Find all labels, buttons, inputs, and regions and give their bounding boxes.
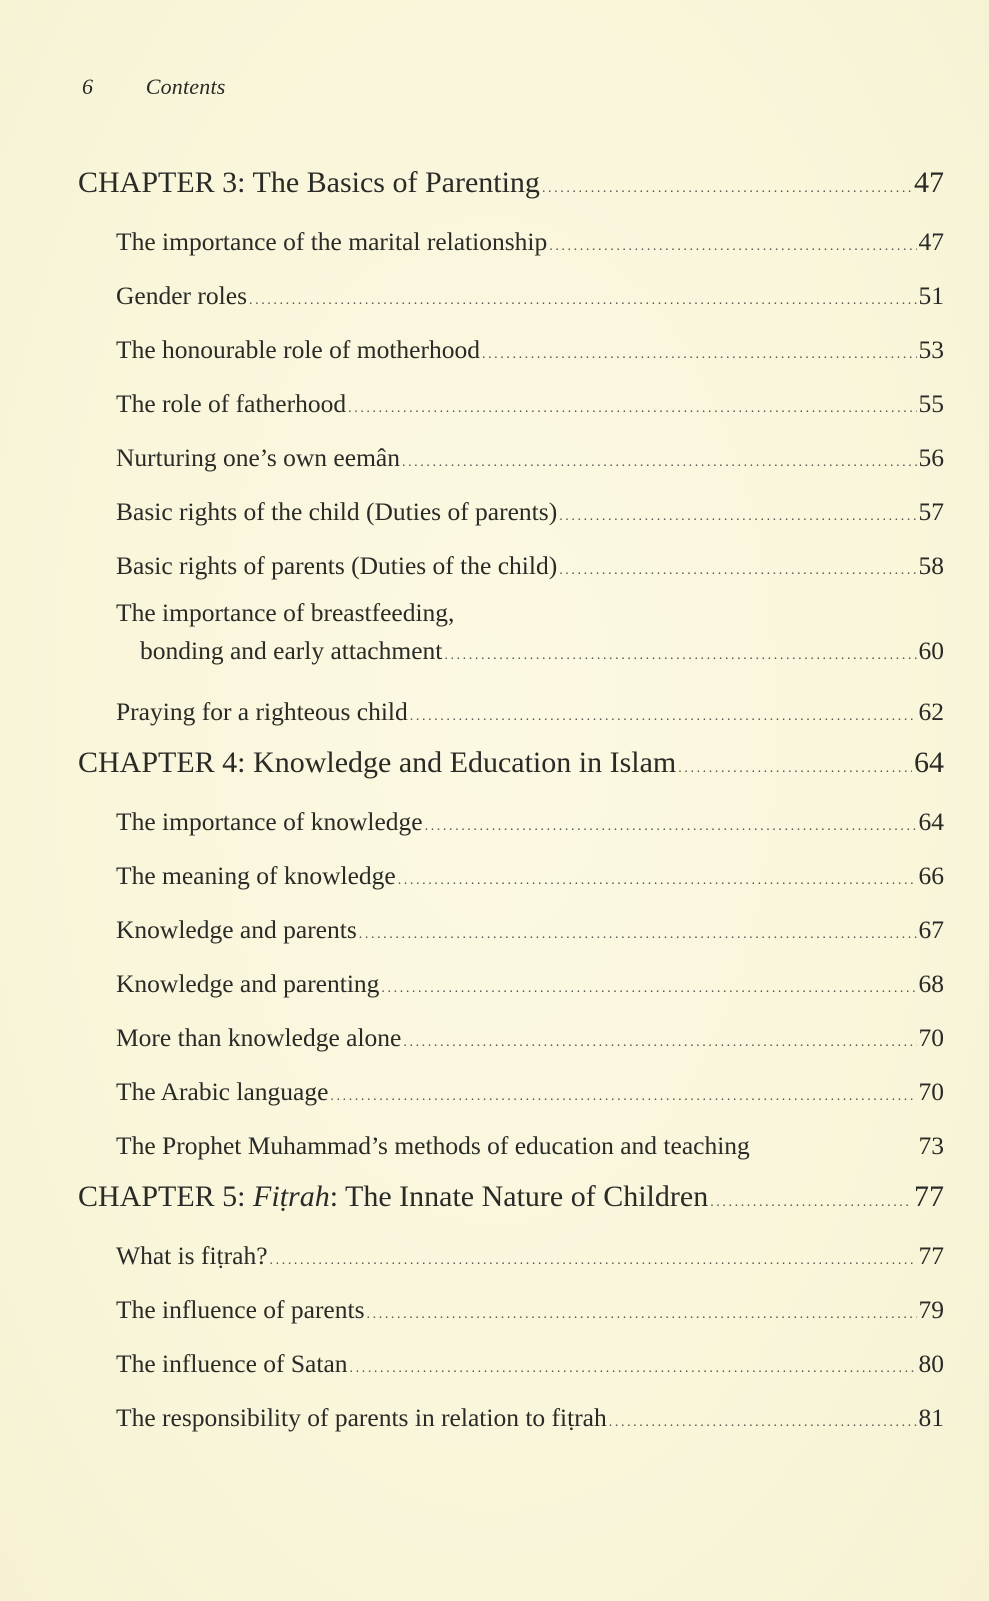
- entry-title: The influence of Satan: [116, 1349, 348, 1378]
- entry-title: The Prophet Muhammad’s methods of education and teaching: [116, 1131, 750, 1160]
- toc-chapter-3[interactable]: [78, 160, 944, 216]
- entry-title: The importance of the marital relationship: [116, 227, 548, 256]
- page-number: 77: [914, 1180, 944, 1213]
- toc-entry[interactable]: [78, 1120, 944, 1174]
- chapter-title: Knowledge and Education in Islam: [253, 746, 677, 779]
- dot-leader: [542, 166, 912, 212]
- page-number: 47: [914, 166, 944, 199]
- page-number: 80: [918, 1349, 944, 1378]
- toc-entry[interactable]: [78, 540, 944, 594]
- dot-leader: [678, 746, 912, 792]
- toc-entry[interactable]: [78, 486, 944, 540]
- dot-leader: [403, 1017, 916, 1069]
- chapter-heading: [78, 740, 676, 786]
- toc-entry[interactable]: [78, 850, 944, 904]
- chapter-heading: [78, 1174, 708, 1220]
- chapter-heading: [78, 160, 540, 206]
- toc-entry[interactable]: [78, 216, 944, 270]
- toc-entry[interactable]: [78, 1392, 944, 1446]
- entry-title-continued-line: [116, 632, 944, 675]
- dot-leader: [402, 437, 917, 489]
- toc-chapter-4[interactable]: [78, 740, 944, 796]
- page-folio: 6: [82, 74, 94, 99]
- page-number: 64: [914, 746, 944, 779]
- dot-leader: [425, 801, 917, 853]
- page-number: 77: [918, 1241, 944, 1270]
- entry-title: The influence of parents: [116, 1295, 365, 1324]
- toc-entry[interactable]: [78, 270, 944, 324]
- toc-entry[interactable]: [78, 958, 944, 1012]
- entry-title: More than knowledge alone: [116, 1023, 402, 1052]
- entry-title: The honourable role of motherhood: [116, 335, 480, 364]
- page-number: 70: [918, 1023, 944, 1052]
- page-number: 79: [918, 1295, 944, 1324]
- toc-entry[interactable]: [78, 1338, 944, 1392]
- toc-entry[interactable]: [78, 1230, 944, 1284]
- entry-title: The role of fatherhood: [116, 389, 347, 418]
- dot-leader: [609, 1397, 917, 1449]
- dot-leader: [549, 221, 916, 273]
- chapter-label: CHAPTER 5:: [78, 1180, 246, 1213]
- page-number: 73: [918, 1131, 944, 1160]
- page-number: 56: [918, 443, 944, 472]
- dot-leader: [381, 963, 916, 1015]
- chapter-title-emphasis: Fiṭrah: [253, 1180, 330, 1213]
- page-number: 58: [918, 551, 944, 580]
- dot-leader: [559, 545, 916, 597]
- dot-leader: [249, 275, 917, 327]
- entry-title: The meaning of knowledge: [116, 861, 396, 890]
- dot-leader: [348, 383, 916, 435]
- page-number: 68: [918, 969, 944, 998]
- dot-leader: [270, 1235, 917, 1287]
- chapter-label: CHAPTER 4:: [78, 746, 246, 779]
- toc-chapter-5[interactable]: [78, 1174, 944, 1230]
- entry-title: The importance of knowledge: [116, 807, 423, 836]
- entry-title: Knowledge and parenting: [116, 969, 380, 998]
- table-of-contents: [78, 160, 944, 1446]
- running-head: [82, 74, 226, 100]
- page-number: 70: [918, 1077, 944, 1106]
- chapter-title: : The Innate Nature of Children: [329, 1180, 709, 1213]
- toc-entry[interactable]: [78, 796, 944, 850]
- toc-entry[interactable]: [78, 904, 944, 958]
- entry-title: Gender roles: [116, 281, 247, 310]
- entry-title: Basic rights of the child (Duties of parents): [116, 497, 558, 526]
- dot-leader: [350, 1343, 917, 1395]
- entry-title-block: [116, 594, 944, 675]
- page-number: 67: [918, 915, 944, 944]
- dot-leader: [559, 491, 916, 543]
- page-number: 60: [918, 636, 944, 665]
- dot-leader: [359, 909, 917, 961]
- page-number: 62: [918, 697, 944, 726]
- page-number: 51: [918, 281, 944, 310]
- toc-entry[interactable]: [78, 686, 944, 740]
- entry-title: The Arabic language: [116, 1077, 329, 1106]
- dot-leader: [444, 637, 916, 675]
- entry-title: The responsibility of parents in relation to fiṭrah: [116, 1403, 607, 1432]
- entry-title: Basic rights of parents (Duties of the child): [116, 551, 558, 580]
- page-number: 57: [918, 497, 944, 526]
- dot-leader: [482, 329, 917, 381]
- page-number: 55: [918, 389, 944, 418]
- toc-entry[interactable]: [78, 594, 944, 686]
- page-number: 81: [918, 1403, 944, 1432]
- toc-entry[interactable]: [78, 378, 944, 432]
- entry-title: Praying for a righteous child: [116, 697, 408, 726]
- dot-leader: [330, 1071, 916, 1123]
- chapter-label: CHAPTER 3:: [78, 166, 246, 199]
- running-head-title: Contents: [145, 74, 226, 99]
- page-number: 64: [918, 807, 944, 836]
- toc-entry[interactable]: [78, 1284, 944, 1338]
- entry-title: Knowledge and parents: [116, 915, 357, 944]
- toc-entry[interactable]: [78, 1066, 944, 1120]
- page-number: 66: [918, 861, 944, 890]
- toc-entry[interactable]: [78, 1012, 944, 1066]
- dot-leader: [410, 691, 917, 743]
- entry-title-continued: bonding and early attachment: [140, 636, 443, 665]
- dot-leader: [710, 1180, 912, 1226]
- dot-leader: [398, 855, 917, 907]
- entry-title: What is fiṭrah?: [116, 1241, 268, 1270]
- page-number: 53: [918, 335, 944, 364]
- page-number: 47: [918, 227, 944, 256]
- dot-leader: [367, 1289, 917, 1341]
- chapter-title: The Basics of Parenting: [252, 166, 540, 199]
- toc-entry[interactable]: [78, 324, 944, 378]
- entry-title: The importance of breastfeeding,: [116, 598, 455, 627]
- toc-entry[interactable]: [78, 432, 944, 486]
- entry-title: Nurturing one’s own eemân: [116, 443, 400, 472]
